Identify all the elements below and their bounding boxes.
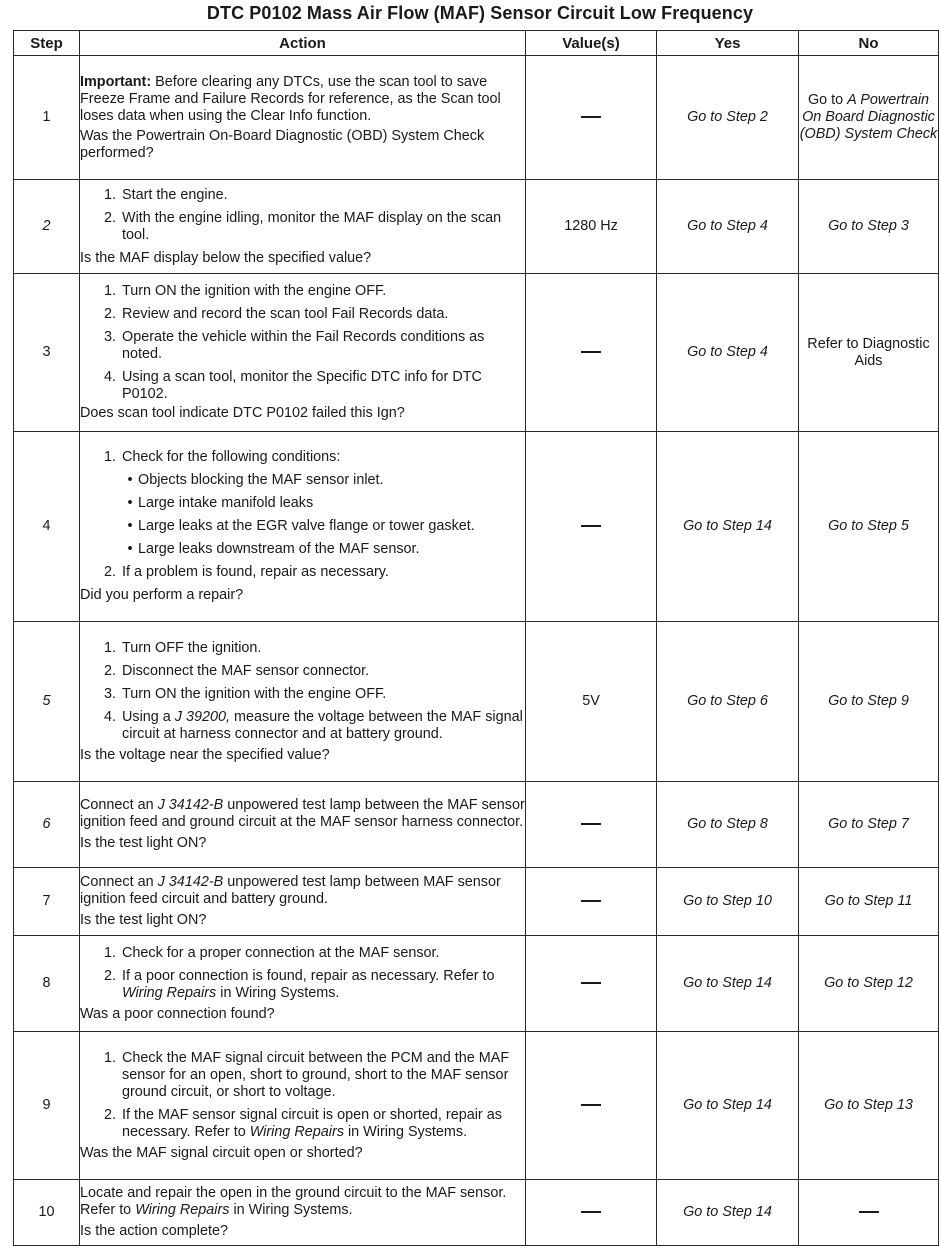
step-number: 10 bbox=[14, 1180, 80, 1246]
step-number: 7 bbox=[14, 868, 80, 936]
value-cell bbox=[526, 432, 657, 622]
value-cell bbox=[526, 274, 657, 432]
question-text: Is the voltage near the specified value? bbox=[80, 746, 330, 763]
action-cell bbox=[80, 936, 526, 1032]
wiring-repairs-reference: Wiring Repairs bbox=[135, 1202, 230, 1218]
dash-mark bbox=[581, 525, 601, 527]
action-step: 2. With the engine idling, monitor the MAF display on the scan tool. bbox=[103, 209, 502, 243]
header-yes: Yes bbox=[657, 31, 799, 56]
action-cell: Connect an J 34142-B unpowered test lamp between the MAF sensor ignition feed and ground circuit at the MAF sensor harness connector. Is the test light ON? bbox=[80, 782, 526, 868]
header-values: Value(s) bbox=[526, 31, 657, 56]
action-step: 2. Review and record the scan tool Fail Records data. bbox=[103, 306, 449, 322]
tool-reference: J 34142-B bbox=[157, 874, 224, 890]
action-cell bbox=[80, 622, 526, 782]
tool-reference: J 34142-B bbox=[157, 797, 224, 813]
no-cell bbox=[799, 1180, 939, 1246]
question-text: Was a poor connection found? bbox=[80, 1005, 275, 1022]
table-row bbox=[14, 622, 939, 782]
value-cell: 5V bbox=[526, 622, 657, 782]
page-title: DTC P0102 Mass Air Flow (MAF) Sensor Circuit Low Frequency bbox=[206, 3, 754, 23]
table-row bbox=[14, 868, 939, 936]
action-step: 1. Turn ON the ignition with the engine OFF. bbox=[103, 283, 387, 299]
dash-mark bbox=[581, 823, 601, 825]
yes-cell: Go to Step 4 bbox=[657, 180, 799, 274]
value-cell bbox=[526, 1180, 657, 1246]
action-step: 4. Using a scan tool, monitor the Specific DTC info for DTC P0102. bbox=[103, 369, 482, 402]
yes-cell: Go to Step 10 bbox=[657, 868, 799, 936]
action-cell bbox=[80, 180, 526, 274]
table-row bbox=[14, 1032, 939, 1180]
bullet-item: • Large intake manifold leaks bbox=[127, 495, 314, 511]
no-cell: Go to Step 13 bbox=[799, 1032, 939, 1180]
action-step: 1. Check for a proper connection at the MAF sensor. bbox=[103, 944, 440, 961]
action-cell bbox=[80, 56, 526, 180]
action-step: 1. Turn OFF the ignition. bbox=[103, 639, 262, 656]
bullet-item: • Objects blocking the MAF sensor inlet. bbox=[127, 472, 384, 488]
action-cell: Locate and repair the open in the ground circuit to the MAF sensor. Refer to Wiring Repairs in Wiring Systems. Is the action complete? bbox=[80, 1180, 526, 1246]
important-label: Important: bbox=[80, 73, 152, 90]
question-text: Did you perform a repair? bbox=[80, 587, 244, 603]
table-row bbox=[14, 56, 939, 180]
action-cell bbox=[80, 1032, 526, 1180]
dash-mark bbox=[581, 1104, 601, 1106]
action-step: 1. Check the MAF signal circuit between the PCM and the MAF sensor for an open, short to ground, short to the MAF sensor ground circuit, or short to voltage. bbox=[103, 1049, 510, 1100]
step-number: 9 bbox=[14, 1032, 80, 1180]
step-number: 2 bbox=[14, 180, 80, 274]
step-number: 4 bbox=[14, 432, 80, 622]
header-step: Step bbox=[14, 31, 80, 56]
important-text: Before clearing any DTCs, use the scan tool to save Freeze Frame and Failure Records for reference, as the Scan tool loses data when using the Clear Info function. bbox=[80, 73, 501, 124]
table-row bbox=[14, 274, 939, 432]
value-cell bbox=[526, 1032, 657, 1180]
question-text: Is the test light ON? bbox=[80, 912, 207, 928]
bullet-item: • Large leaks at the EGR valve flange or tower gasket. bbox=[127, 518, 475, 534]
step-number: 8 bbox=[14, 936, 80, 1032]
question-text: Is the action complete? bbox=[80, 1223, 228, 1239]
value-cell bbox=[526, 868, 657, 936]
action-cell bbox=[80, 432, 526, 622]
yes-cell: Go to Step 8 bbox=[657, 782, 799, 868]
action-step: 3. Turn ON the ignition with the engine OFF. bbox=[103, 685, 387, 702]
yes-cell: Go to Step 14 bbox=[657, 936, 799, 1032]
no-cell: Go to Step 3 bbox=[799, 180, 939, 274]
no-cell: Go to Step 9 bbox=[799, 622, 939, 782]
action-step: 2. If a problem is found, repair as necessary. bbox=[103, 564, 389, 580]
no-link-text: A Powertrain On Board Diagnostic (OBD) System Check bbox=[799, 92, 938, 142]
step-number: 6 bbox=[14, 782, 80, 868]
dash-mark bbox=[581, 900, 601, 902]
bullet-item: • Large leaks downstream of the MAF sensor. bbox=[127, 541, 420, 557]
dash-mark bbox=[581, 1211, 601, 1213]
dash-mark bbox=[859, 1211, 879, 1213]
no-cell: Refer to Diagnostic Aids bbox=[799, 274, 939, 432]
header-action: Action bbox=[80, 31, 526, 56]
value-cell bbox=[526, 782, 657, 868]
table-row bbox=[14, 936, 939, 1032]
yes-cell: Go to Step 14 bbox=[657, 1180, 799, 1246]
wiring-repairs-reference: Wiring Repairs bbox=[122, 984, 217, 1001]
tool-reference: J 39200, bbox=[174, 708, 231, 725]
no-cell bbox=[799, 56, 939, 180]
header-no: No bbox=[799, 31, 939, 56]
action-step: 1. Start the engine. bbox=[103, 186, 228, 203]
no-cell: Go to Step 11 bbox=[799, 868, 939, 936]
value-cell bbox=[526, 56, 657, 180]
yes-cell: Go to Step 2 bbox=[657, 56, 799, 180]
table-header-row bbox=[14, 31, 939, 56]
yes-cell: Go to Step 6 bbox=[657, 622, 799, 782]
step-number: 3 bbox=[14, 274, 80, 432]
question-text: Was the MAF signal circuit open or shorted? bbox=[80, 1144, 363, 1161]
diagnostic-table bbox=[13, 30, 939, 1246]
yes-cell: Go to Step 14 bbox=[657, 1032, 799, 1180]
yes-cell: Go to Step 14 bbox=[657, 432, 799, 622]
action-step: 2. If the MAF sensor signal circuit is open or shorted, repair as necessary. Refer to Wiring Repairs in Wiring Systems. bbox=[103, 1106, 502, 1140]
question-text: Is the MAF display below the specified value? bbox=[80, 249, 372, 266]
action-cell bbox=[80, 274, 526, 432]
wiring-repairs-reference: Wiring Repairs bbox=[249, 1123, 344, 1140]
action-step: 2. Disconnect the MAF sensor connector. bbox=[103, 662, 370, 679]
table-row bbox=[14, 782, 939, 868]
action-step: 2. If a poor connection is found, repair as necessary. Refer to Wiring Repairs in Wiring Systems. bbox=[103, 967, 495, 1001]
yes-cell: Go to Step 4 bbox=[657, 274, 799, 432]
value-cell: 1280 Hz bbox=[526, 180, 657, 274]
action-step: 4. Using a J 39200, measure the voltage between the MAF signal circuit at harness connector and at battery ground. bbox=[103, 708, 523, 742]
step-number: 1 bbox=[14, 56, 80, 180]
action-cell: Connect an J 34142-B unpowered test lamp between MAF sensor ignition feed circuit and battery ground. Is the test light ON? bbox=[80, 868, 526, 936]
no-prefix: Go to bbox=[807, 92, 844, 108]
table-row bbox=[14, 180, 939, 274]
action-step: 3. Operate the vehicle within the Fail Records conditions as noted. bbox=[103, 329, 485, 362]
dash-mark bbox=[581, 351, 601, 353]
table-row bbox=[14, 432, 939, 622]
question-text: Does scan tool indicate DTC P0102 failed this Ign? bbox=[80, 405, 405, 421]
no-cell: Go to Step 7 bbox=[799, 782, 939, 868]
action-step: 1. Check for the following conditions: bbox=[103, 449, 341, 465]
table-row bbox=[14, 1180, 939, 1246]
question-text: Is the test light ON? bbox=[80, 835, 207, 851]
question-text: Was the Powertrain On-Board Diagnostic (OBD) System Check performed? bbox=[80, 127, 485, 161]
no-cell: Go to Step 12 bbox=[799, 936, 939, 1032]
dash-mark bbox=[581, 116, 601, 118]
step-number: 5 bbox=[14, 622, 80, 782]
dash-mark bbox=[581, 982, 601, 984]
no-cell: Go to Step 5 bbox=[799, 432, 939, 622]
value-cell bbox=[526, 936, 657, 1032]
